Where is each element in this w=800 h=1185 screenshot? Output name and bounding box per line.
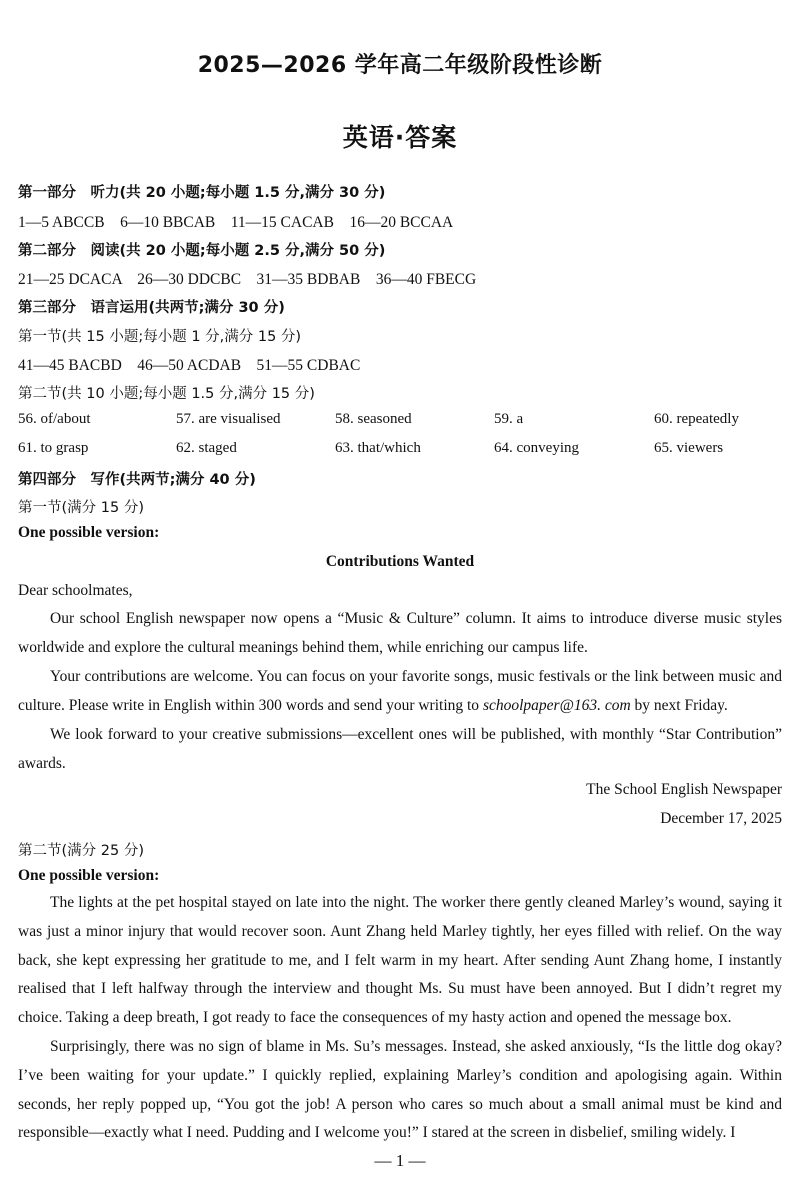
email-address: schoolpaper@163. com <box>482 697 631 714</box>
part3-heading: 第三部分 语言运用(共两节;满分 30 分) <box>18 300 285 316</box>
page-title: 2025—2026 学年高二年级阶段性诊断 <box>197 53 603 78</box>
version-label-1: One possible version: <box>18 524 160 541</box>
letter-paragraph-1: Our school English newspaper now opens a “Music & Culture” column. It aims to introduce diverse music styles worldwide and explore the cultural meanings behind them, while enriching our campus life. <box>18 610 782 656</box>
part3-section2-heading: 第二节(共 10 小题;每小题 1.5 分,满分 15 分) <box>18 386 315 402</box>
answer-63: 63. that/which <box>335 440 421 456</box>
story-paragraph-1: The lights at the pet hospital stayed on late into the night. The worker there gently cleaned Marley’s wound, saying it was just a minor injury that would recover soon. Aunt Zhang held Marley tightly, her eyes filled with relief. On the way back, she kept expressing her gratitude to me, and I felt warm in my heart. After sending Aunt Zhang home, I instantly realised that I left halfway through the interview and thought Ms. Su must have been annoyed. But I didn’t regret my choice. Taking a deep breath, I got ready to face the consequences of my hasty action and opened the message box. <box>18 894 782 1027</box>
letter-paragraph-2-end: by next Friday. <box>630 697 728 714</box>
part2-heading: 第二部分 阅读(共 20 小题;每小题 2.5 分,满分 50 分) <box>18 243 386 259</box>
letter-date: December 17, 2025 <box>660 810 782 827</box>
part3-section1-answers: 41—45 BACBD 46—50 ACDAB 51—55 CDBAC <box>18 357 361 374</box>
answer-62: 62. staged <box>176 440 237 456</box>
version-label-2: One possible version: <box>18 867 160 884</box>
part4-section2-heading: 第二节(满分 25 分) <box>18 843 144 859</box>
page-subtitle: 英语·答案 <box>342 123 458 152</box>
answer-64: 64. conveying <box>494 440 579 456</box>
part2-answers: 21—25 DCACA 26—30 DDCBC 31—35 BDBAB 36—40 FBECG <box>18 271 477 288</box>
answer-60: 60. repeatedly <box>654 411 739 427</box>
answer-57: 57. are visualised <box>176 411 281 427</box>
letter-paragraph-3: We look forward to your creative submissions—excellent ones will be published, with monthly “Star Contribution” awards. <box>18 726 782 772</box>
part4-section1-heading: 第一节(满分 15 分) <box>18 500 144 516</box>
letter-paragraph-2-text: Your contributions are welcome. You can focus on your favorite songs, music festivals or the link between music and culture. Please write in English within 300 words and send your writing to <box>18 668 782 714</box>
page-number: — 1 — <box>374 1151 426 1170</box>
letter-signature: The School English Newspaper <box>586 781 782 798</box>
part1-answers: 1—5 ABCCB 6—10 BBCAB 11—15 CACAB 16—20 BCCAA <box>18 214 454 231</box>
answer-58: 58. seasoned <box>335 411 412 427</box>
part1-heading: 第一部分 听力(共 20 小题;每小题 1.5 分,满分 30 分) <box>18 185 386 201</box>
answer-61: 61. to grasp <box>18 440 89 456</box>
answer-65: 65. viewers <box>654 440 724 456</box>
letter-greeting: Dear schoolmates, <box>18 582 133 599</box>
story-paragraph-2: Surprisingly, there was no sign of blame in Ms. Su’s messages. Instead, she asked anxiously, “Is the little dog okay? I’ve been waiting for your update.” I quickly replied, explaining Marley’s condition and apologising again. Within seconds, her reply popped up, “You got the job! A person who cares so much about a small animal must be kind and responsible—exactly what I need. Pudding and I welcome you!” I stared at the screen in disbelief, smiling widely. I <box>18 1038 782 1142</box>
answer-59: 59. a <box>494 411 524 427</box>
part4-heading: 第四部分 写作(共两节;满分 40 分) <box>18 472 256 488</box>
letter-title: Contributions Wanted <box>325 553 475 570</box>
part3-section1-heading: 第一节(共 15 小题;每小题 1 分,满分 15 分) <box>18 329 302 345</box>
letter-paragraph-2 <box>18 662 782 720</box>
answer-56: 56. of/about <box>18 411 91 427</box>
